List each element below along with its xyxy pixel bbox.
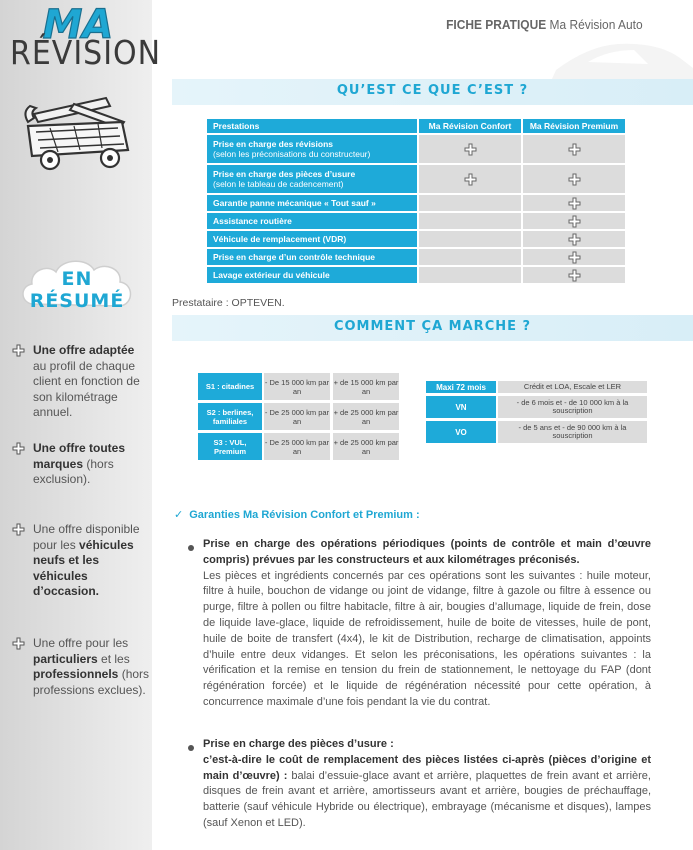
feature-text: Une offre pour les particuliers et les professionnels (hors professions exclues). (33, 636, 150, 697)
table-cell-label: Prise en charge des révisions (selon les préconisations du constructeur) (207, 135, 417, 163)
segment-value: - De 25 000 km par an (264, 433, 330, 460)
segment-value: + de 25 000 km par an (333, 403, 399, 430)
plus-icon (12, 442, 25, 455)
table-header: Prestations (207, 119, 417, 133)
table-row (207, 267, 625, 283)
car-tools-icon (14, 92, 138, 178)
section-title-how: COMMENT ÇA MARCHE ? (333, 319, 532, 334)
table-cell-premium (523, 231, 625, 247)
sidebar (0, 0, 162, 850)
plus-icon (464, 143, 477, 156)
plus-icon (568, 269, 581, 282)
plus-icon (12, 344, 25, 357)
table-row (207, 231, 625, 247)
plus-icon (568, 251, 581, 264)
table-row (207, 135, 625, 163)
check-icon: ✓ (174, 508, 184, 521)
table-cell-premium (523, 249, 625, 265)
table-row (207, 249, 625, 265)
comparison-table (205, 117, 627, 285)
duration-value: - de 5 ans et - de 90 000 km à la souscription (498, 421, 647, 443)
table-cell-confort (419, 231, 521, 247)
table-cell-premium (523, 165, 625, 193)
segment-value: + de 15 000 km par an (333, 373, 399, 400)
header-title: FICHE PRATIQUE Ma Révision Auto (446, 17, 643, 32)
table-cell-premium (523, 135, 625, 163)
feature-text: Une offre adaptée au profil de chaque client en fonction de son kilométrage annuel. (33, 343, 140, 419)
plus-icon (568, 215, 581, 228)
table-header: Ma Révision Confort (419, 119, 521, 133)
duration-label: Maxi 72 mois (426, 381, 496, 393)
plus-icon (568, 233, 581, 246)
bullet-icon (188, 745, 194, 751)
feature-text: Une offre toutes marques (hors exclusion). (33, 441, 126, 486)
table-row (207, 195, 625, 211)
plus-icon (568, 173, 581, 186)
section-title-what: QU’EST CE QUE C’EST ? (336, 83, 529, 98)
table-cell-label: Prise en charge des pièces d’usure (selon le tableau de cadencement) (207, 165, 417, 193)
logo-revision: RÉVISION (10, 34, 162, 73)
table-row (207, 213, 625, 229)
table-header-row (207, 119, 625, 133)
table-cell-confort (419, 135, 521, 163)
duration-value: - de 6 mois et - de 10 000 km à la souscription (498, 396, 647, 418)
logo-ma-text: MA (42, 2, 114, 44)
badge-text: EN RÉSUMÉ (29, 268, 125, 312)
table-cell-label: Lavage extérieur du véhicule (207, 267, 417, 283)
plus-icon (12, 637, 25, 650)
prestataire-text: Prestataire : OPTEVEN. (172, 297, 285, 309)
section-bar-how (172, 315, 693, 341)
table-cell-confort (419, 267, 521, 283)
table-cell-premium (523, 195, 625, 211)
table-cell-confort (419, 213, 521, 229)
table-row (207, 165, 625, 193)
plus-icon (568, 197, 581, 210)
table-cell-label: Assistance routière (207, 213, 417, 229)
garantie-paragraph: Prise en charge des opérations périodiques (points de contrôle et main d’œuvre compris) prévues par les constructeurs et aux kilométrages préconisés. Les pièces et ingrédients concernés par ces opérations sont les suivantes : huile moteur, filtre à huile, bouchon de vidange ou joint de vidange, filtre à gazole ou filtre à essence ou purge, filtre à pollen ou filtre habitacle, filtre à air, bougies d’allumage, liquide de frein, dose de liquide lave-glace, liquide de refroidissement, huile de boite de vitesses, huile de pont, huile de boite de transfert (4x4), le kit de Distribution, recharge de climatisation, appoints d’huile entre deux vidanges. Et selon les préconisations, les opérations suivantes : la vérification et la remise en tension du frein de stationnement, le nettoyage du FAP (dont régénération forcée) et le liquide de régénération nécessité pour cette opération, à concurrence maximale d’une fois pendant la vie du contrat. (203, 538, 651, 708)
table-cell-confort (419, 165, 521, 193)
plus-icon (568, 143, 581, 156)
table-cell-label: Garantie panne mécanique « Tout sauf » (207, 195, 417, 211)
segment-value: - De 15 000 km par an (264, 373, 330, 400)
segment-label: S3 : VUL, Premium (198, 433, 262, 460)
feature-text: Une offre disponible pour les véhicules neufs et les véhicules d’occasion. (33, 522, 140, 598)
table-cell-label: Véhicule de remplacement (VDR) (207, 231, 417, 247)
table-cell-label: Prise en charge d’un contrôle technique (207, 249, 417, 265)
table-header: Ma Révision Premium (523, 119, 625, 133)
segment-label: S1 : citadines (198, 373, 262, 400)
table-cell-confort (419, 195, 521, 211)
table-cell-premium (523, 213, 625, 229)
table-cell-confort (419, 249, 521, 265)
bullet-icon (188, 545, 194, 551)
section-bar-what (172, 79, 693, 105)
garanties-heading: ✓ Garanties Ma Révision Confort et Premium : (174, 508, 420, 521)
table-cell-premium (523, 267, 625, 283)
segment-value: - De 25 000 km par an (264, 403, 330, 430)
plus-icon (12, 523, 25, 536)
duration-value: Crédit et LOA, Escale et LER (498, 381, 647, 393)
duration-label: VO (426, 421, 496, 443)
duration-label: VN (426, 396, 496, 418)
segment-value: + de 25 000 km par an (333, 433, 399, 460)
plus-icon (464, 173, 477, 186)
garantie-paragraph: Prise en charge des pièces d’usure : c’est-à-dire le coût de remplacement des pièces listées ci-après (pièces d’origine et main d’œuvre) : balai d’essuie-glace avant et arrière, plaquettes de frein avant et arrière, disques de frein avant et arrière, amortisseurs avant et arrière, bougies de préchauffage, batterie (sauf véhicule Hybride ou électrique), embrayage (mécanisme et disques), lampes (sauf Xenon et LED). (203, 738, 651, 829)
segment-label: S2 : berlines, familiales (198, 403, 262, 430)
